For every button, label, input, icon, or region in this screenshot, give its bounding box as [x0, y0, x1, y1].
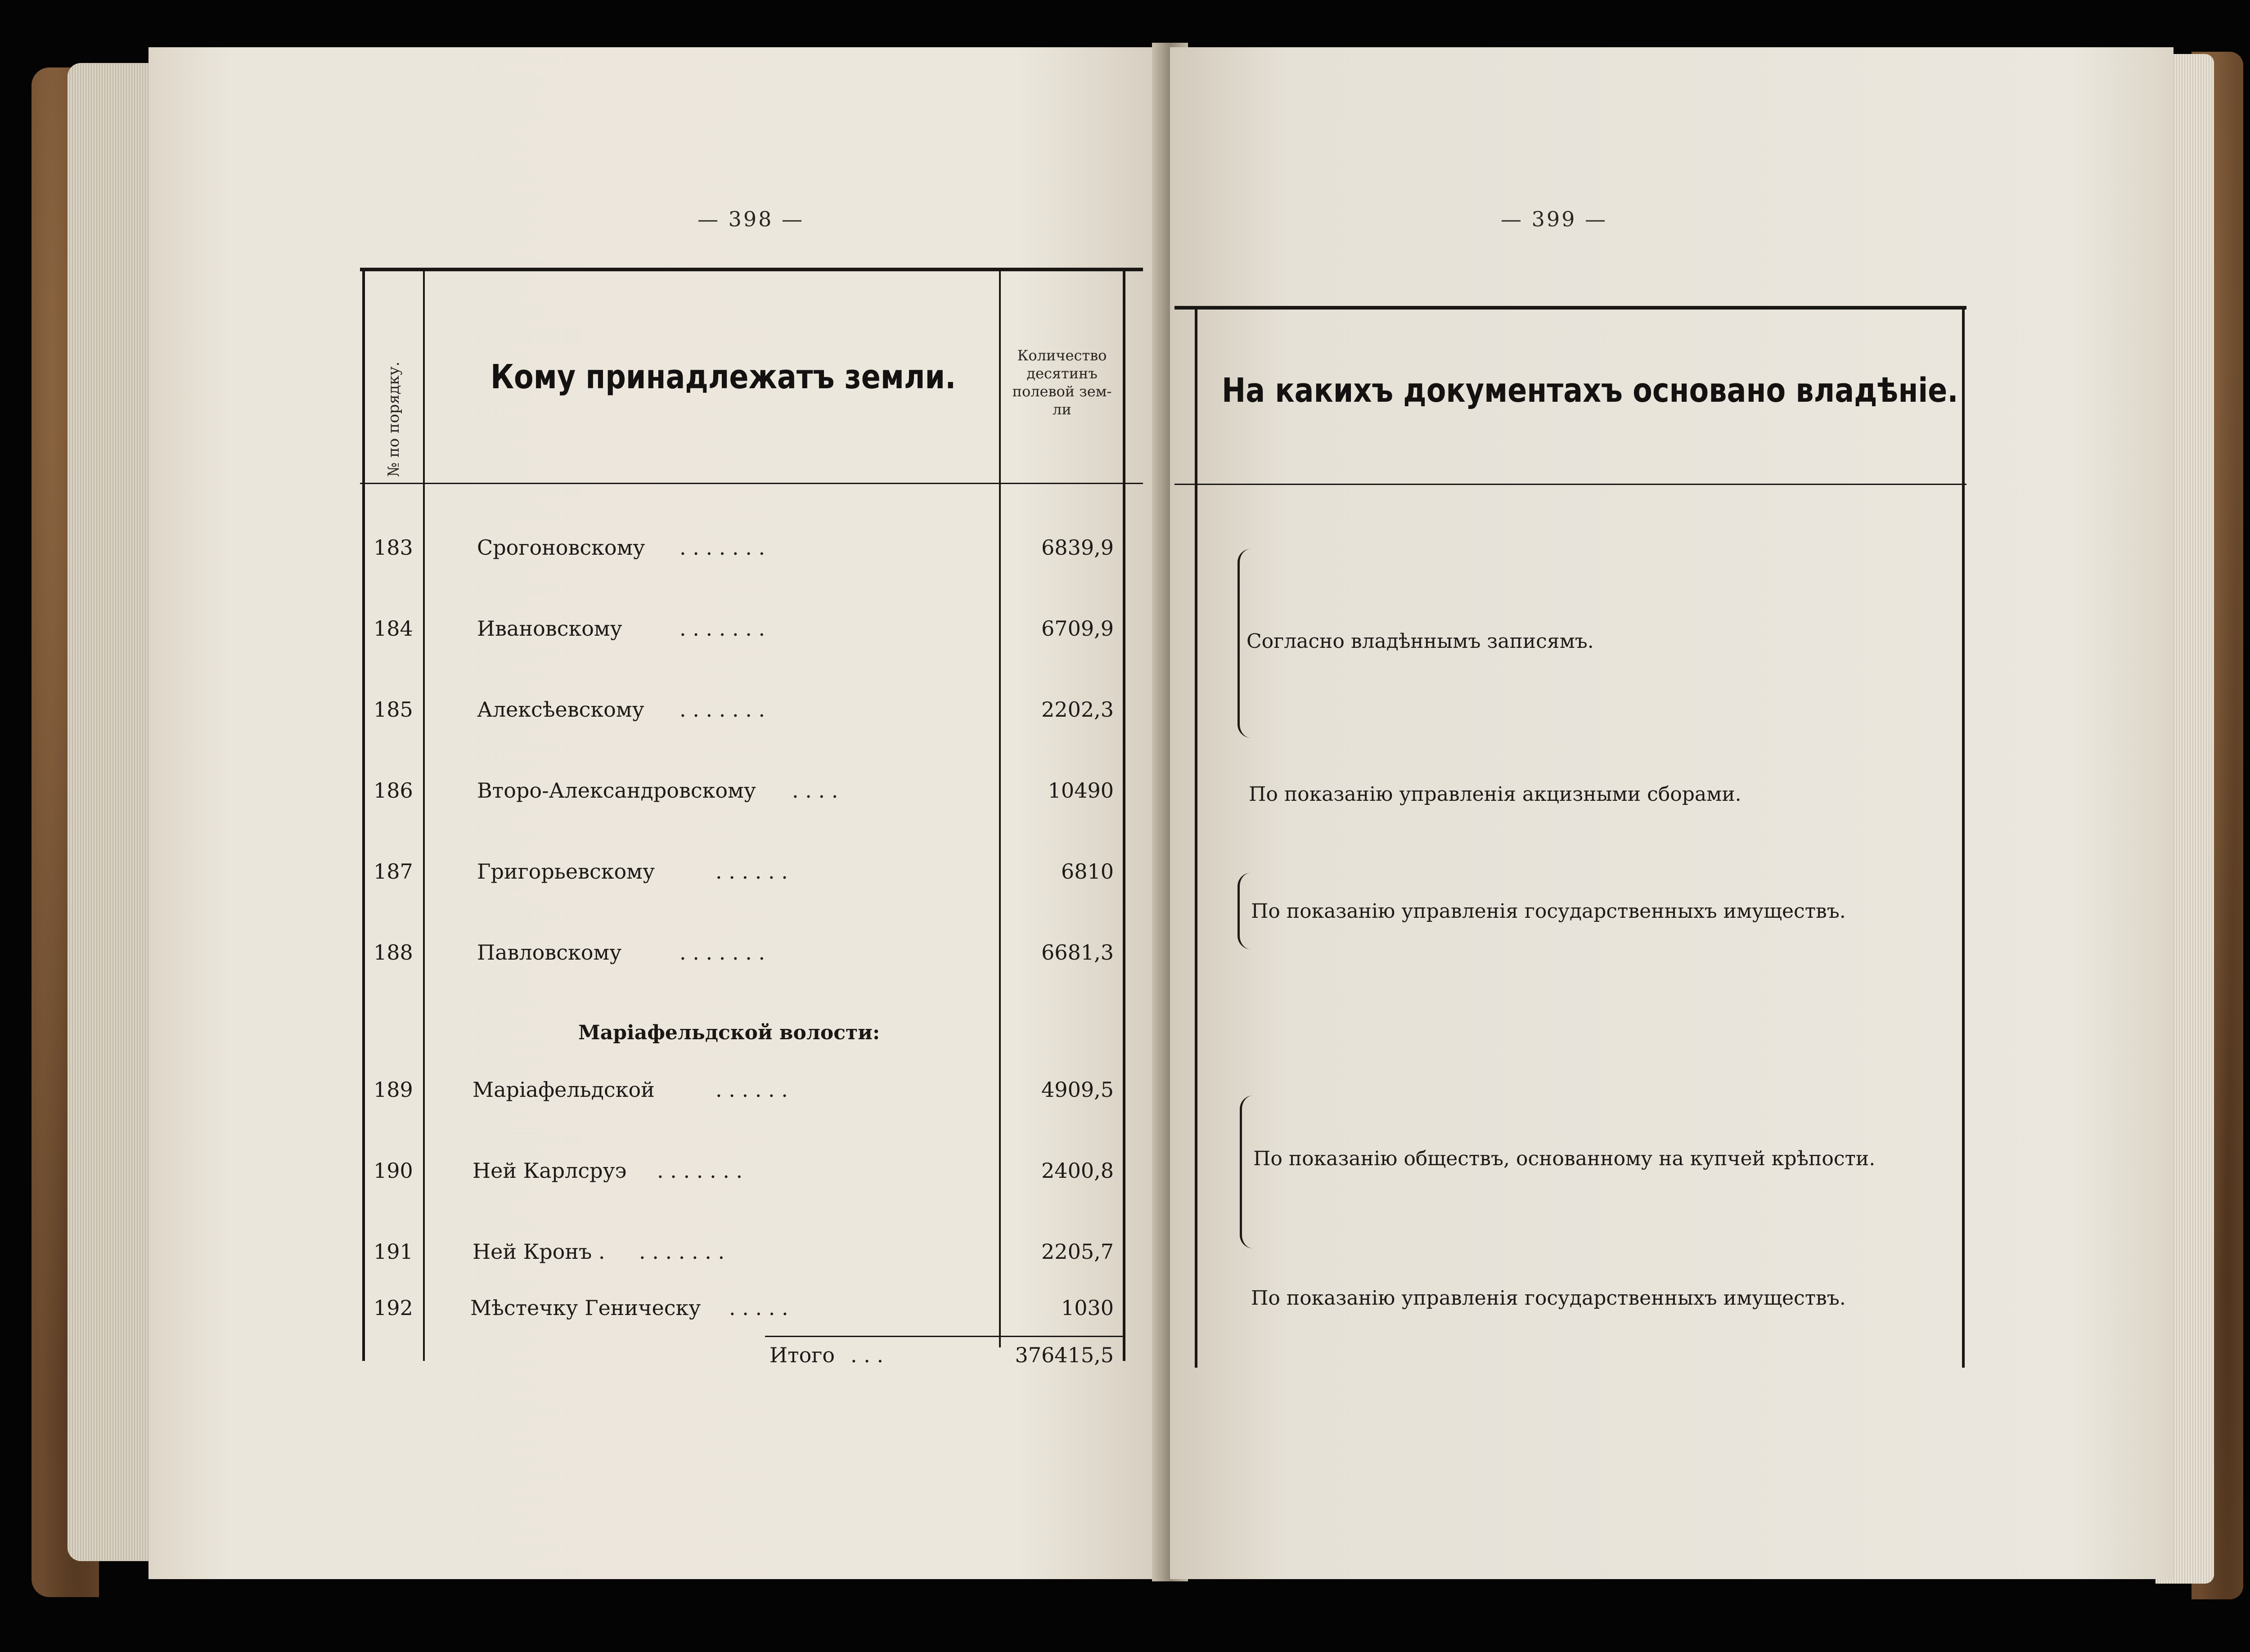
table-right-border [1962, 306, 1965, 1368]
column-divider [423, 268, 425, 1361]
document-entry: Согласно владѣннымъ записямъ. [1246, 630, 1594, 653]
table-left-border [1195, 306, 1197, 1368]
right-page [1170, 47, 2174, 1579]
table-top-rule [360, 268, 1143, 271]
column-divider [999, 268, 1001, 1347]
table-header-rule [1174, 484, 1966, 485]
page-number: — 398 — [698, 207, 805, 231]
table-left-border [362, 268, 365, 1361]
section-subheading: Маріафельдской волости: [578, 1021, 880, 1044]
page-edges-left [68, 63, 158, 1561]
document-entry: По показанію управленія акцизными сборами. [1249, 783, 1742, 806]
table-header-rule [360, 483, 1143, 484]
column-header-number: № по порядку. [385, 361, 403, 477]
table-right-border [1123, 268, 1125, 1361]
document-entry: По показанію обществъ, основанному на купчей крѣпости. [1253, 1147, 1876, 1170]
column-header-documents: На какихъ документахъ основано владѣніе. [1222, 371, 1958, 410]
page-number: — 399 — [1501, 207, 1608, 231]
left-page: — 398 — № по порядку. Кому принадлежатъ земли. Количество десятинъ полевой зем- ли 183 Срогоновскому . . . . . . . 6839,9 184 Ивановскому . . . . . . . 6709,9 185 Алексѣевскому . . . . . . . 2202,3 186 Второ-Александровскому . . . . 10490 187 Григорьевскому . . . . . . 6810 188 Павловскому . . . . . . . 6681,3 Маріафельдской волости: 189 Маріафельдской . . . . . . 4909,5 190 Ней Карлсруэ . . . . . . . 2400,8 191 Ней Кронъ . . . . . . . . 2205,7 192 Мѣстечку Геническу . . . . . 1030 Итого . . . 376415,5 [148, 47, 1170, 1579]
document-entry: По показанію управленія государственныхъ имуществъ. [1251, 900, 1846, 923]
total-rule [765, 1336, 1125, 1337]
document-entry: По показанію управленія государственныхъ имуществъ. [1251, 1287, 1846, 1310]
column-header-area: Количество десятинъ полевой зем- ли [1012, 347, 1112, 418]
column-header-owner: Кому принадлежатъ земли. [490, 358, 956, 396]
brace-mark [1240, 1095, 1256, 1248]
table-top-rule [1174, 306, 1966, 310]
